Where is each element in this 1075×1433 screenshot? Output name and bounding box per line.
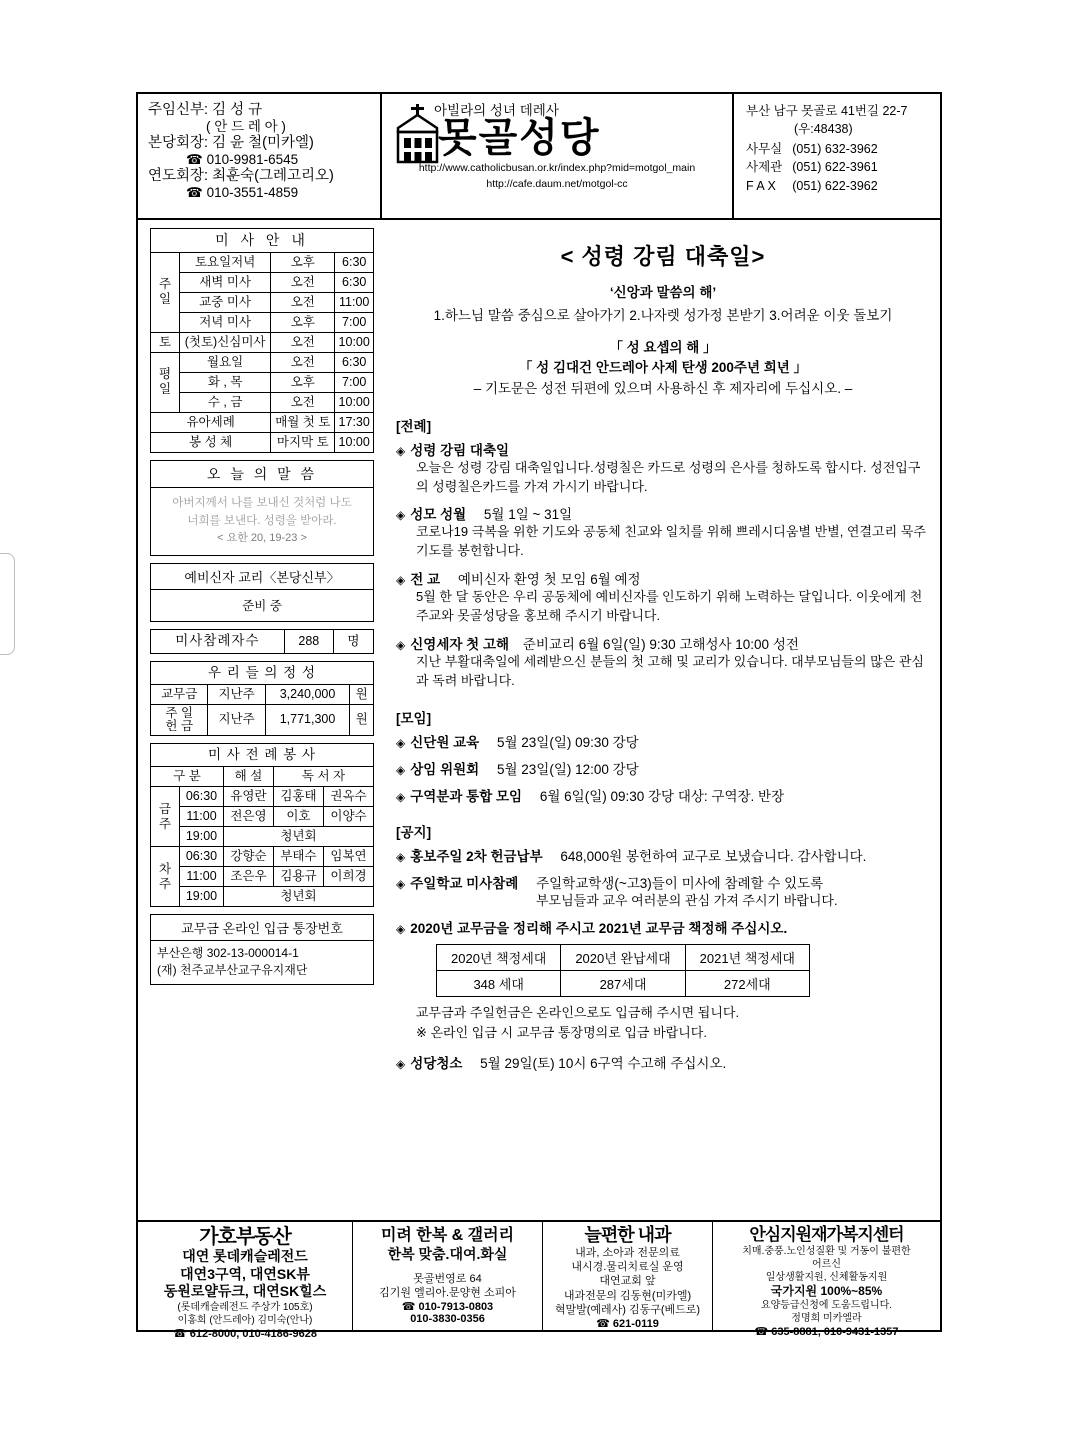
- yeondo-head-label: 연도회장:: [148, 168, 209, 185]
- diamond-bullet-icon: ◈: [396, 443, 406, 458]
- table-row: [151, 352, 374, 372]
- diamond-bullet-icon: ◈: [396, 876, 406, 891]
- contact-row: [746, 158, 880, 176]
- saint-patron-line: 아빌라의 성녀 데레사: [434, 103, 559, 118]
- announcement-title: 2020년 교무금을 정리해 주시고 2021년 교무금 책정해 주십시오.: [410, 921, 788, 937]
- sponsor-ads: [138, 1220, 940, 1340]
- ad-name: 미려 한복 & 갤러리: [380, 1227, 515, 1244]
- infant-baptism-desc: 매월 첫 토: [271, 412, 335, 432]
- jubilee-title: 「 성 김대건 안드레아 사제 탄생 200주년 희년 」: [518, 360, 808, 376]
- week-label-next: 차 주: [151, 847, 180, 907]
- col-head-division: 구 분: [151, 767, 224, 787]
- mass-ampm: 오전: [271, 272, 335, 292]
- ad-phone: ☎ 635-8881, 010-9431-1357: [754, 1325, 899, 1338]
- offering-sunday-period: 지난주: [208, 704, 265, 735]
- mass-time: 6:30: [335, 272, 374, 292]
- ad-name: 늘편한 내과: [584, 1225, 671, 1245]
- dues-header-2020-assessed: 2020년 책정세대: [437, 945, 561, 971]
- mass-name: (첫토)신심미사: [180, 332, 271, 352]
- meeting-item: [396, 731, 930, 751]
- contact-row: [746, 177, 880, 195]
- diamond-bullet-icon: ◈: [396, 637, 406, 652]
- catechism-title: 예비신자 교리〈본당신부〉: [151, 564, 373, 590]
- ad-line-5: 요양등급신청에 도움드립니다.: [760, 1299, 893, 1311]
- dues-header-2021-assessed: 2021년 책정세대: [685, 945, 809, 971]
- church-cafe-url[interactable]: http://cafe.daum.net/motgol-cc: [486, 178, 628, 191]
- notice-body: 5월 한 달 동안은 우리 공동체에 예비신자를 인도하기 위해 노력하는 달입니다. 이웃에게 천주교와 못골성당을 홍보해 주시기 바랍니다.: [416, 589, 923, 623]
- table-row: [151, 252, 374, 272]
- table-row: [151, 432, 374, 452]
- church-building-icon: [392, 102, 444, 166]
- ad-line-4: 국가지원 100%~85%: [770, 1283, 883, 1298]
- service-commentator: 강향순: [223, 847, 273, 867]
- notice-title-extra: 준비교리 6월 6일(일) 9:30 고해성사 10:00 성전: [522, 636, 799, 652]
- service-time: 06:30: [180, 787, 224, 807]
- cleaning-detail: 5월 29일(토) 10시 6구역 수고해 주십시오.: [480, 1056, 727, 1072]
- week-label-current: 금 주: [151, 787, 180, 847]
- service-reader-1: 이호: [273, 807, 323, 827]
- feast-title: < 성령 강림 대축일>: [560, 244, 766, 269]
- mass-schedule-table: [150, 228, 374, 453]
- ad-line-1: 치매.중풍.노인성질환 및 거동이 불편한: [742, 1245, 911, 1257]
- liturgy-service-title: 미 사 전 례 봉 사: [151, 744, 374, 767]
- main-column: [382, 220, 940, 1220]
- service-commentator: 조은우: [223, 867, 273, 887]
- ad-real-estate[interactable]: [138, 1222, 353, 1340]
- diamond-bullet-icon: ◈: [396, 789, 406, 804]
- meeting-item: [396, 758, 930, 778]
- table-row: [151, 787, 374, 807]
- mass-group-sunday: 주 일: [151, 252, 180, 332]
- ad-line-4: (롯데캐슬레전드 주상가 105호): [177, 1301, 313, 1313]
- mass-ampm: 오전: [271, 352, 335, 372]
- mass-ampm: 오전: [271, 292, 335, 312]
- yeondo-head-phone: ☎ 010-3551-4859: [186, 185, 299, 201]
- table-row: [151, 867, 374, 887]
- ad-phone: ☎ 612-8000, 010-4186-9628: [173, 1327, 317, 1340]
- ad-line-2: 내시경.물리치료실 운영: [571, 1261, 684, 1274]
- ad-line-1: 대연 롯데캐슬레전드: [182, 1248, 308, 1264]
- mass-time: 10:00: [335, 392, 374, 412]
- council-head-phone: ☎ 010-9981-6545: [186, 152, 299, 168]
- table-row: [151, 272, 374, 292]
- offering-dues-period: 지난주: [208, 684, 265, 704]
- council-head-name: 김 윤 철(미카엘): [212, 135, 314, 152]
- notice-title: 성모 성월: [410, 507, 467, 523]
- offering-sunday-amount: 1,771,300: [265, 704, 349, 735]
- announcement-item: [396, 872, 930, 911]
- offering-table: [150, 661, 374, 736]
- bulletin-header: [138, 94, 940, 220]
- rectory-phone: (051) 622-3961: [792, 160, 878, 175]
- announcement-item: [396, 845, 930, 865]
- diamond-bullet-icon: ◈: [396, 922, 406, 937]
- meeting-title: 구역분과 통합 모임: [410, 788, 523, 804]
- notice-item: [396, 633, 930, 691]
- infant-baptism-label: 유아세례: [151, 412, 271, 432]
- attendance-table: [150, 629, 374, 653]
- notice-title: 전 교: [410, 572, 441, 588]
- mass-name: 수 , 금: [180, 392, 271, 412]
- service-reader-2: 임복연: [323, 847, 373, 867]
- announcement-detail: 648,000원 봉헌하여 교구로 보냈습니다. 감사합니다.: [560, 848, 867, 864]
- table-row: [151, 887, 374, 907]
- table-row: [151, 630, 374, 653]
- rectory-label: 사제관: [746, 160, 783, 175]
- mass-time: 7:00: [335, 312, 374, 332]
- office-phone: (051) 632-3962: [792, 142, 878, 157]
- catechism-box: [150, 563, 374, 622]
- meeting-item: [396, 785, 930, 805]
- bank-account-box: [150, 914, 374, 985]
- ad-name: 가호부동산: [199, 1226, 291, 1248]
- church-name: 못골성당: [438, 116, 601, 160]
- notice-item: [396, 503, 930, 561]
- notice-title: 성령 강림 대축일: [410, 442, 510, 458]
- mass-time: 10:00: [335, 332, 374, 352]
- office-label: 사무실: [746, 142, 783, 157]
- section-head-announcements: [공지]: [396, 824, 432, 840]
- mass-time: 7:00: [335, 372, 374, 392]
- service-reader-1: 김홍태: [273, 787, 323, 807]
- ad-line-5: 이홍희 (안드레아) 김미숙(안나): [177, 1314, 313, 1326]
- ad-line-5: 혁말발(예레사) 김동구(베드로): [554, 1303, 701, 1316]
- table-row: [151, 847, 374, 867]
- dues-value-2020-paid: 287세대: [561, 971, 685, 997]
- mass-group-saturday: 토: [151, 332, 180, 352]
- ad-line-2: 대연3구역, 대연SK뷰: [180, 1265, 310, 1282]
- bank-account-number: 부산은행 302-13-000014-1: [157, 946, 299, 961]
- church-website-url[interactable]: http://www.catholicbusan.or.kr/index.php?mid=motgol_main: [418, 162, 696, 174]
- mass-ampm: 오후: [271, 312, 335, 332]
- ad-line-2: 못골번영로 64: [413, 1272, 482, 1285]
- notice-item: [396, 439, 930, 497]
- fax-label: F A X: [746, 178, 776, 193]
- notice-title: 신영세자 첫 고해: [410, 636, 510, 652]
- mass-name: 토요일저녁: [180, 252, 271, 272]
- mass-ampm: 오후: [271, 252, 335, 272]
- service-reader-1: 부태수: [273, 847, 323, 867]
- dues-value-2021-assessed: 272세대: [685, 971, 809, 997]
- prayer-note: – 기도문은 성전 뒤편에 있으며 사용하신 후 제자리에 두십시오. –: [473, 380, 853, 396]
- offering-dues-amount: 3,240,000: [265, 684, 349, 704]
- col-head-commentator: 해 설: [223, 767, 273, 787]
- service-time: 06:30: [180, 847, 224, 867]
- ad-line-2: 어르신: [812, 1258, 841, 1270]
- pastor-label: 주임신부:: [148, 102, 209, 118]
- ad-clinic[interactable]: [543, 1222, 713, 1332]
- service-commentator: 전은영: [223, 807, 273, 827]
- offering-sunday-label: 주 일 헌 금: [151, 704, 208, 735]
- section-head-liturgy: [전례]: [396, 418, 432, 434]
- dues-household-table: [436, 944, 810, 997]
- offering-dues-label: 교무금: [151, 684, 208, 704]
- dues-header-2020-paid: 2020년 완납세대: [561, 945, 685, 971]
- liturgy-service-table: [150, 743, 374, 907]
- mass-time: 6:30: [335, 252, 374, 272]
- table-row: [151, 684, 374, 704]
- attendance-unit: 명: [333, 630, 373, 653]
- ad-care-center[interactable]: [713, 1222, 940, 1338]
- mass-name: 저녁 미사: [180, 312, 271, 332]
- mass-ampm: 오전: [271, 392, 335, 412]
- bulletin-frame: [136, 92, 942, 1340]
- mass-ampm: 오전: [271, 332, 335, 352]
- infant-baptism-time: 17:30: [335, 412, 374, 432]
- communion-visit-time: 10:00: [335, 432, 374, 452]
- table-row: [151, 704, 374, 735]
- ad-hanbok-gallery[interactable]: [353, 1222, 543, 1332]
- diamond-bullet-icon: ◈: [396, 573, 406, 588]
- table-row: [151, 372, 374, 392]
- service-time: 19:00: [180, 827, 224, 847]
- ad-line-6: 정명희 미카엘라: [791, 1312, 862, 1324]
- notice-title-extra: 5월 1일 ~ 31일: [483, 507, 573, 523]
- dues-value-2020-assessed: 348 세대: [437, 971, 561, 997]
- ad-phone: ☎ 010-7913-0803: [401, 1301, 494, 1314]
- bank-account-title: 교무금 온라인 입금 통장번호: [151, 915, 373, 941]
- ad-line-4: 내과전문의 김동현(미카엘): [563, 1289, 692, 1302]
- today-word-line1: 아버지께서 나를 보내신 것처럼 나도: [172, 496, 352, 509]
- ad-line-3: 김기원 엘리아.문양현 소피아: [379, 1286, 516, 1299]
- mass-name: 새벽 미사: [180, 272, 271, 292]
- page-edge-notch: [0, 553, 15, 655]
- bank-account-holder: (재) 천주교부산교구유지재단: [157, 963, 308, 978]
- mass-time: 6:30: [335, 352, 374, 372]
- notice-body: 오늘은 성령 강림 대축일입니다.성령칠은 카드로 성령의 은사를 청하도록 합시다. 성전입구의 성령칠은카드를 가져 가시기 바랍니다.: [416, 459, 921, 494]
- announcement-detail: 주일학교학생(~고3)들이 미사에 참례할 수 있도록: [536, 875, 824, 891]
- service-group: 청년회: [223, 827, 373, 847]
- service-reader-2: 이희경: [323, 867, 373, 887]
- meeting-title: 상임 위원회: [410, 761, 480, 777]
- header-clergy-info: [138, 94, 382, 218]
- announcement-title: 홍보주일 2차 헌금납부: [410, 848, 543, 864]
- announcement-title: 주일학교 미사참례: [410, 875, 519, 891]
- diamond-bullet-icon: ◈: [396, 735, 406, 750]
- table-row: [151, 292, 374, 312]
- church-address: 부산 남구 못골로 41번길 22-7: [746, 104, 908, 118]
- service-time: 11:00: [180, 867, 224, 887]
- church-zipcode: (우:48438): [794, 122, 853, 137]
- table-header-row: [437, 945, 810, 971]
- mass-name: 교중 미사: [180, 292, 271, 312]
- ad-name: 안심지원재가복지센터: [749, 1225, 904, 1244]
- service-group: 청년회: [223, 887, 373, 907]
- cleaning-title: 성당청소: [410, 1056, 463, 1072]
- section-head-meetings: [모임]: [396, 710, 432, 726]
- ad-line-1: 내과, 소아과 전문의료: [575, 1246, 680, 1259]
- header-contact-info: [734, 94, 940, 218]
- today-word-title: 오 늘 의 말 씀: [151, 461, 373, 488]
- meeting-detail: 6월 6일(일) 09:30 강당 대상: 구역장. 반장: [539, 788, 785, 804]
- attendance-label: 미사참례자수: [151, 630, 285, 653]
- bulletin-body: [138, 220, 940, 1220]
- table-row: [151, 412, 374, 432]
- service-reader-1: 김용규: [273, 867, 323, 887]
- ad-phone: ☎ 621-0119: [596, 1318, 659, 1331]
- online-payment-note-1: 교무금과 주일헌금은 온라인으로도 입금해 주시면 됩니다.: [416, 1005, 740, 1021]
- mass-schedule-title: 미 사 안 내: [151, 229, 374, 253]
- left-column: [138, 220, 382, 1220]
- attendance-value: 288: [284, 630, 333, 653]
- notice-title-extra: 예비신자 환영 첫 모임 6월 예정: [457, 572, 641, 588]
- meeting-detail: 5월 23일(일) 12:00 강당: [496, 761, 639, 777]
- service-time: 19:00: [180, 887, 224, 907]
- ad-line-3: 대연교회 앞: [599, 1275, 656, 1288]
- pastor-name: 김 성 규: [212, 102, 263, 118]
- communion-visit-desc: 마지막 토: [271, 432, 335, 452]
- service-reader-2: 권옥수: [323, 787, 373, 807]
- ad-line-3: 일상생활지원, 신체활동지원: [765, 1271, 888, 1283]
- mass-name: 월요일: [180, 352, 271, 372]
- ad-line-3: 동원로얄듀크, 대연SK힐스: [163, 1283, 327, 1299]
- catechism-body: 준비 중: [242, 599, 282, 614]
- table-row: [437, 971, 810, 997]
- mass-time: 11:00: [335, 292, 374, 312]
- year-theme: ‘신앙과 말씀의 해’: [609, 285, 717, 300]
- today-word-reference: < 요한 20, 19-23 >: [217, 532, 307, 545]
- communion-visit-label: 봉 성 체: [151, 432, 271, 452]
- notice-body: 지난 부활대축일에 세례받으신 분들의 첫 고해 및 교리가 있습니다. 대부모님들의 많은 관심과 독려 바랍니다.: [416, 653, 924, 688]
- table-row: [151, 827, 374, 847]
- meeting-detail: 5월 23일(일) 09:30 강당: [496, 734, 639, 750]
- today-word-line2: 너희를 보낸다. 성령을 받아라.: [187, 514, 337, 527]
- ad-line-1: 한복 맞춤.대여.화실: [387, 1246, 508, 1262]
- joseph-year-title: 「 성 요셉의 해 」: [609, 340, 717, 355]
- notice-item: [396, 568, 930, 626]
- meeting-title: 신단원 교육: [410, 734, 480, 750]
- pastor-baptismal-name: ( 안 드 레 아 ): [206, 119, 286, 135]
- service-commentator: 유영란: [223, 787, 273, 807]
- contact-row: [746, 140, 880, 158]
- table-row: [151, 807, 374, 827]
- year-theme-items: 1.하느님 말씀 중심으로 살아가기 2.나자렛 성가정 본받기 3.어려운 이웃 돌보기: [433, 308, 893, 323]
- header-church-identity: [382, 94, 734, 218]
- mass-group-weekday: 평 일: [151, 352, 180, 412]
- table-row: [151, 332, 374, 352]
- online-payment-note-2: ※ 온라인 입금 시 교무금 통장명의로 입금 바랍니다.: [416, 1024, 707, 1040]
- announcement-item: [396, 917, 930, 937]
- service-reader-2: 이양수: [323, 807, 373, 827]
- ad-phone-2: 010-3830-0356: [410, 1313, 485, 1326]
- offering-title: 우 리 들 의 정 성: [151, 661, 374, 684]
- mass-name: 화 , 목: [180, 372, 271, 392]
- table-header-row: [151, 767, 374, 787]
- table-row: [151, 392, 374, 412]
- service-time: 11:00: [180, 807, 224, 827]
- table-row: [151, 312, 374, 332]
- cleaning-item: [396, 1052, 930, 1072]
- notice-body: 코로나19 극복을 위한 기도와 공동체 친교와 일치를 위해 쁘레시디움별 반별, 연결고리 묵주기도를 봉헌합니다.: [416, 524, 926, 559]
- diamond-bullet-icon: ◈: [396, 762, 406, 777]
- yeondo-head-name: 최훈숙(그레고리오): [212, 168, 334, 185]
- fax-number: (051) 622-3962: [792, 178, 878, 193]
- diamond-bullet-icon: ◈: [396, 1057, 406, 1072]
- today-word-box: [150, 460, 374, 557]
- offering-dues-unit: 원: [350, 684, 374, 704]
- diamond-bullet-icon: ◈: [396, 508, 406, 523]
- col-head-readers: 독 서 자: [273, 767, 373, 787]
- offering-sunday-unit: 원: [350, 704, 374, 735]
- mass-ampm: 오후: [271, 372, 335, 392]
- diamond-bullet-icon: ◈: [396, 849, 406, 864]
- announcement-body: 부모님들과 교우 여러분의 관심 가져 주시기 바랍니다.: [536, 892, 838, 908]
- council-head-label: 본당회장:: [148, 135, 209, 152]
